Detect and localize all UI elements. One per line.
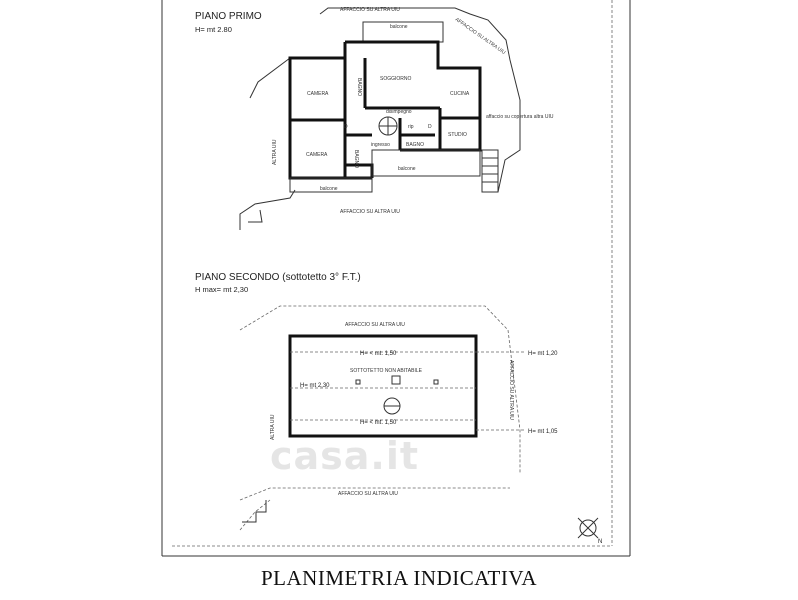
floor2-adj-top: AFFACCIO SU ALTRA UIU [345, 322, 405, 328]
footer-title: PLANIMETRIA INDICATIVA [260, 566, 538, 590]
floor1-balcone-bottom-label: balcone [320, 186, 338, 192]
floor1-cucina: CUCINA [450, 91, 470, 97]
floor1-bagno-v1: BAGNO [356, 78, 362, 97]
floor1-disimpegno: disimpegno [386, 109, 412, 115]
floor2-chimney [392, 376, 400, 384]
floor2-adj-bottom: AFFACCIO SU ALTRA UIU [338, 491, 398, 497]
floor1-studio: STUDIO [448, 132, 467, 138]
floor1-soggiorno: SOGGIORNO [380, 76, 412, 82]
floor2-post-right [434, 380, 438, 384]
north-label: N [598, 539, 603, 545]
floor1-neighbour-steps [240, 190, 295, 230]
floor1-neighbour-step2 [248, 210, 262, 222]
floor1-d1: D [344, 124, 348, 130]
floor1-adj-top-right: AFFACCIO SU ALTRA UIU [453, 16, 507, 57]
floor2-title: PIANO SECONDO (sottotetto 3° F.T.) [195, 272, 361, 283]
north-arrow [578, 518, 598, 538]
floor1-camera1: CAMERA [307, 91, 329, 97]
floor1-height: H= mt 2.80 [195, 25, 232, 34]
floor1-title: PIANO PRIMO [195, 11, 262, 22]
floor1-adj-bottom: AFFACCIO SU ALTRA UIU [340, 209, 400, 215]
floor1-adj-top: AFFACCIO SU ALTRA UIU [340, 7, 400, 13]
floor1-d2: D [428, 124, 432, 130]
floor2-post-left [356, 380, 360, 384]
floor1-camera2: CAMERA [306, 152, 328, 158]
floor1-adj-left: ALTRA UIU [272, 139, 278, 165]
floor2-adj-right: AFFACCIO SU ALTRA UIU [508, 360, 514, 420]
floor1-ingresso: ingresso [371, 142, 390, 148]
floor1-right-stairs [482, 150, 498, 192]
floor1-bagno-h: BAGNO [406, 142, 425, 148]
floor2-height: H max= mt 2,30 [195, 285, 249, 294]
floor1-adj-right: affaccio su copertura altra UIU [486, 114, 554, 120]
floor2-h-top: H= < mt. 1,50 [360, 351, 397, 357]
watermark: casa.it [270, 434, 420, 478]
floor2-h-bottom: H= < mt. 1,50 [360, 420, 397, 426]
floor2-h-right-bottom: H= mt 1,05 [528, 429, 558, 435]
floor1-balcony-right [372, 150, 480, 176]
floor2-room: SOTTOTETTO NON ABITABILE [350, 368, 422, 374]
floor2-adj-left: ALTRA UIU [270, 414, 276, 440]
floor2-steps-outline [242, 500, 266, 522]
floor1-balcone-top-label: balcone [390, 24, 408, 30]
floor2-h-mid: H= mt 2,30 [300, 383, 330, 389]
floor1-rip: rip [408, 124, 414, 130]
floor1-balcone-right-label: balcone [398, 166, 416, 172]
floor1-bagno-v2: BAGNO [353, 150, 359, 169]
floor1-neighbour-outline-left [250, 58, 290, 98]
floor2-h-right-top: H= mt 1,20 [528, 351, 558, 357]
